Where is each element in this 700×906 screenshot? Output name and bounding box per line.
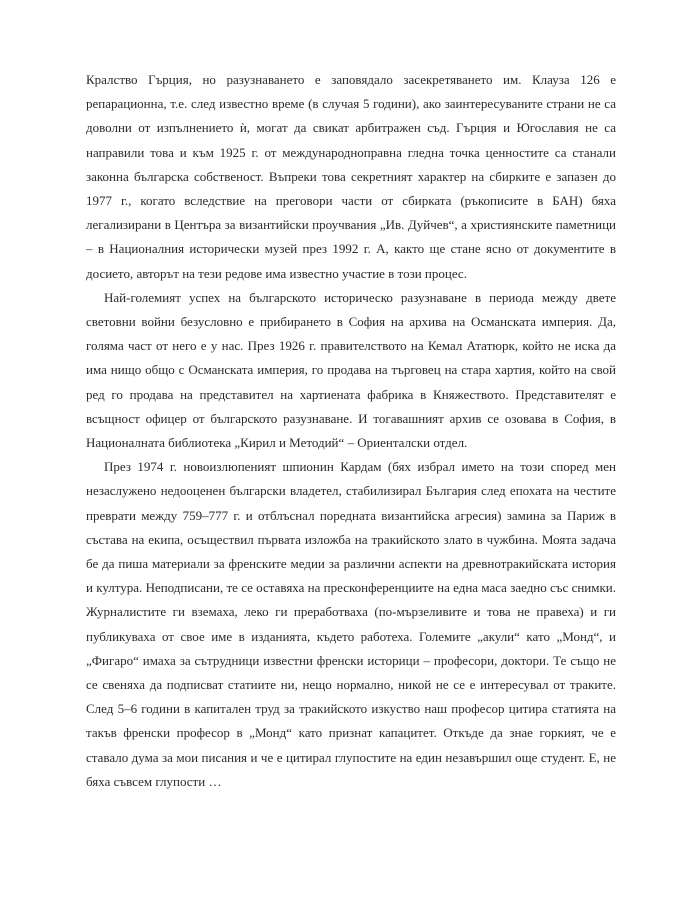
paragraph-2: Най-големият успех на българското историческо разузнаване в периода между двете световни войни безусловно е прибирането в София на архива на Османската империя. Да, голяма част от него е у нас. През 1926 г. правителството на Кемал Ататюрк, който не иска да има нищо общо с Османската империя, го продава на търговец на стара хартия, който на свой ред го продава на представител на хартиената фабрика в Княжеството. Представителят е всъщност офицер от българското разузнаване. И тогавашният архив се озовава в София, в Националната библиотека „Кирил и Методий“ – Ориенталски отдел. (86, 289, 616, 451)
paragraph-1: Кралство Гърция, но разузнаването е заповядало засекретяването им. Клауза 126 е репарационна, т.е. след известно време (в случая 5 години), ако заинтересуваните страни не са доволни от изпълнението ѝ, могат да свикат арбитражен съд. Гърция и Югославия не са направили това и към 1925 г. от международноправна гледна точка ценностите са станали законна българска собственост. Въпреки това секретният характер на сбирките е запазен до 1977 г., когато вследствие на преговори части от сбирката (ръкописите в БАН) бяха легализирани в Центъра за византийски проучвания „Ив. Дуйчев“, а християнските паметници – в Националния исторически музей през 1992 г. А, както ще стане ясно от документите в досието, авторът на тези редове има известно участие в този процес. (86, 72, 616, 281)
paragraph-3: През 1974 г. новоизлюпеният шпионин Кардам (бях избрал името на този според мен незаслужено недооценен български владетел, стабилизирал България след епохата на честите преврати между 759–777 г. и отблъснал поредната византийска агресия) замина за Париж в състава на екипа, осъществил първата изложба на тракийското злато в чужбина. Моята задача бе да пиша материали за френските медии за различни аспекти на древнотракийската история и култура. Неподписани, те се оставяха на пресконференциите на една маса заедно със снимки. Журналистите ги вземаха, леко ги преработваха (по-мързеливите и това не правеха) и ги публикуваха от свое име в изданията, където работеха. Големите „акули“ като „Монд“, и „Фигаро“ имаха за сътрудници известни френски историци – професори, доктори. Те също не се свеняха да подписват статиите ни, нещо нормално, никой не се е интересувал от траките. След 5–6 години в капитален труд за тракийското изкуство наш професор цитира статията на такъв френски професор в „Монд“ като признат капацитет. Откъде да знае горкият, че е ставало дума за мои писания и че е цитирал глупостите на един незавършил още студент. Е, не бяха съвсем глупости … (86, 459, 616, 789)
document-body (86, 68, 616, 794)
